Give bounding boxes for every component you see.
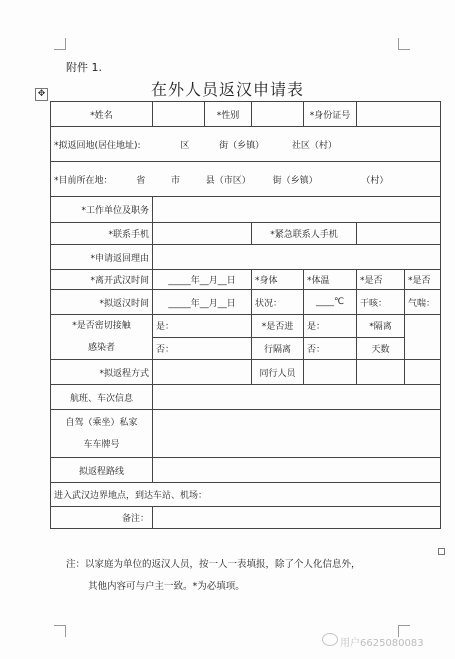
emergency-contact-label: *紧急联系人手机 xyxy=(252,223,357,245)
close-contact-label-line1: *是否密切接触 xyxy=(72,321,131,331)
isolation-days-label-line2: 天数 xyxy=(357,337,405,360)
current-location-field[interactable] xyxy=(51,162,441,197)
isolation-days-field[interactable] xyxy=(405,315,441,360)
county-label: 县（市区） xyxy=(205,175,251,186)
city-label: 市 xyxy=(171,175,181,186)
attachment-label: 附件 1. xyxy=(66,61,102,74)
reason-label: *申请返回理由 xyxy=(51,245,153,270)
phone-field[interactable] xyxy=(153,223,252,245)
row-transport xyxy=(51,360,441,385)
return-address-label: *拟返回地(居住地址): xyxy=(54,140,141,151)
remarks-field[interactable] xyxy=(153,507,441,529)
form-title: 在外人员返汉申请表 xyxy=(150,80,304,99)
flight-info-label: 航班、车次信息 xyxy=(51,385,153,410)
companions-field-1[interactable] xyxy=(304,360,357,385)
isolation-days-label: *隔离 xyxy=(357,315,405,338)
companions-field-3[interactable] xyxy=(405,360,441,385)
close-contact-label-line2: 感染者 xyxy=(87,343,115,353)
village-label: （村） xyxy=(361,175,389,186)
route-field[interactable] xyxy=(153,458,441,483)
row-identity xyxy=(51,102,441,127)
leave-time-label: *离开武汉时间 xyxy=(51,270,153,290)
current-location-label: *目前所在地： xyxy=(54,175,113,186)
temperature-label: *体温 xyxy=(304,270,357,290)
row-return-time xyxy=(51,290,441,315)
page-corner-mark xyxy=(54,625,66,637)
wheeze-field[interactable]: 气喘： xyxy=(405,290,441,315)
page-corner-mark xyxy=(54,38,66,50)
name-label: *姓名 xyxy=(51,102,153,127)
entry-point-field[interactable] xyxy=(51,483,441,507)
note-line-2: 其他内容可与户主一致。*为必填项。 xyxy=(88,581,245,592)
self-drive-label-line1: 自驾（乘坐）私家 xyxy=(65,417,138,428)
street-label: 街（乡镇） xyxy=(219,140,265,151)
weibo-watermark-icon xyxy=(322,633,338,646)
row-remarks xyxy=(51,507,441,529)
body-label: *身体 xyxy=(252,270,304,290)
return-time-label: *拟返汉时间 xyxy=(51,290,153,315)
cough-label: *是否 xyxy=(357,270,405,290)
return-date-field[interactable]: _____年__月__日 xyxy=(153,290,252,315)
row-contact-top xyxy=(51,315,441,338)
row-self-drive xyxy=(51,410,441,458)
row-reason xyxy=(51,245,441,270)
id-number-field[interactable] xyxy=(357,102,441,127)
id-number-label: *身份证号 xyxy=(304,102,357,127)
page-corner-mark xyxy=(398,38,410,50)
street2-label: 街（乡镇） xyxy=(272,175,318,186)
wheeze-label: *是否 xyxy=(405,270,441,290)
transport-field[interactable] xyxy=(153,360,252,385)
body-status-label: 状况： xyxy=(252,290,304,315)
name-field[interactable] xyxy=(153,102,205,127)
application-form-table xyxy=(50,101,441,529)
workplace-label: *工作单位及职务 xyxy=(51,197,153,223)
entry-point-label: 进入武汉边界地点，到达车站、机场： xyxy=(54,491,208,501)
row-current-location xyxy=(51,162,441,197)
companions-label: 同行人员 xyxy=(252,360,304,385)
row-workplace xyxy=(51,197,441,223)
plate-number-field[interactable] xyxy=(153,410,441,458)
isolation-label: *是否进 xyxy=(252,315,304,338)
transport-label: *拟返程方式 xyxy=(51,360,153,385)
gender-field[interactable] xyxy=(252,102,304,127)
community-label: 社区（村） xyxy=(291,140,337,151)
leave-date-field[interactable]: _____年__月__日 xyxy=(153,270,252,290)
isolation-yes[interactable]: 是： xyxy=(304,315,357,338)
note-line-1: 注：以家庭为单位的返汉人员，按一人一表填报，除了个人化信息外， xyxy=(66,559,361,570)
return-address-field[interactable] xyxy=(51,127,441,162)
close-contact-no[interactable]: 否： xyxy=(153,337,252,360)
row-leave-time xyxy=(51,270,441,290)
row-flight xyxy=(51,385,441,410)
self-drive-label xyxy=(51,410,153,458)
gender-label: *性别 xyxy=(205,102,252,127)
isolation-label-line2: 行隔离 xyxy=(252,337,304,360)
reason-field[interactable] xyxy=(153,245,441,270)
emergency-contact-field[interactable] xyxy=(357,223,441,245)
table-move-handle-icon[interactable]: ✥ xyxy=(35,88,48,101)
workplace-field[interactable] xyxy=(153,197,441,223)
companions-field-2[interactable] xyxy=(357,360,405,385)
remarks-label: 备注： xyxy=(51,507,153,529)
flight-info-field[interactable] xyxy=(153,385,441,410)
province-label: 省 xyxy=(136,175,146,186)
route-label: 拟返程路线 xyxy=(51,458,153,483)
phone-label: *联系手机 xyxy=(51,223,153,245)
isolation-no[interactable]: 否： xyxy=(304,337,357,360)
self-drive-label-line2: 车车牌号 xyxy=(83,439,120,450)
close-contact-label xyxy=(51,315,153,360)
row-phones xyxy=(51,223,441,245)
district-label: 区 xyxy=(180,140,190,151)
table-resize-handle-icon[interactable] xyxy=(438,548,445,555)
watermark-text: 用户6625080083 xyxy=(340,638,424,649)
temperature-field[interactable]: ____℃ xyxy=(304,290,357,315)
row-route xyxy=(51,458,441,483)
row-return-address xyxy=(51,127,441,162)
row-entry-point xyxy=(51,483,441,507)
close-contact-yes[interactable]: 是： xyxy=(153,315,252,338)
cough-field[interactable]: 干咳： xyxy=(357,290,405,315)
